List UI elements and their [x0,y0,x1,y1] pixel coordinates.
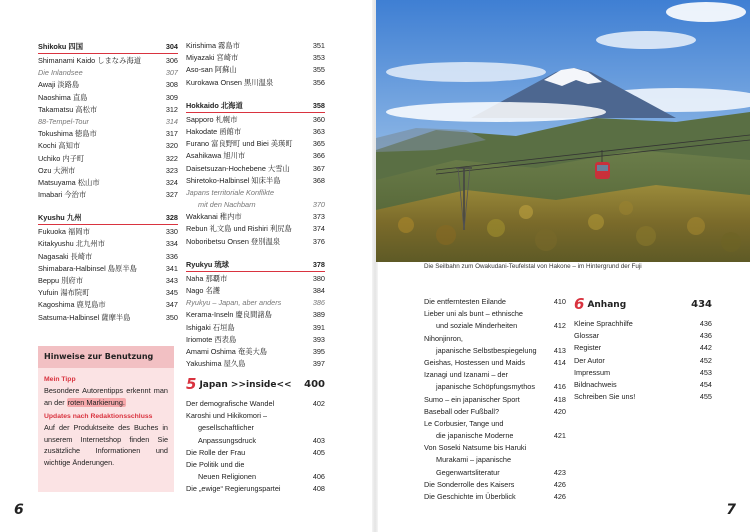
toc-entry [38,299,178,311]
entry-title: Shikoku 四国 [38,42,84,51]
entry-page: 384 [312,286,325,295]
toc-entry [38,177,178,189]
entry-title: Die Sonderrolle des Kaisers [424,479,515,489]
entry-title: Kagoshima 鹿児島市 [38,300,106,310]
section-spacer [38,201,178,211]
entry-page: 345 [165,288,178,298]
toc-entry [38,251,178,263]
entry-title: japanische Schöpfungsmythos [436,382,535,392]
entry-title: Nago 名護 [186,286,221,295]
entry-title: Yufuin 湯布院町 [38,288,90,298]
update-text: Auf der Produktseite des Buches in unserem Internetshop finden Sie zusätzliche Informationen und wichtige Änderungen. [44,423,168,467]
toc-entry [424,454,566,466]
entry-title: Uchiko 内子町 [38,153,85,163]
toc-entry [186,150,325,162]
entry-page: 454 [699,379,712,389]
toc-entry [186,236,325,248]
toc-entry [186,398,325,410]
entry-title: Von Soseki Natsume bis Haruki [424,443,527,453]
entry-title: Satsuma-Halbinsel 薩摩半島 [38,312,131,322]
toc-entry [186,334,325,346]
entry-page: 317 [165,129,178,139]
toc-entry [574,379,712,391]
update-label: Updates nach Redaktionsschluss [44,413,153,420]
entry-page: 306 [165,56,178,65]
entry-title: Kyushu 九州 [38,213,82,223]
entry-title: Miyazaki 宮崎市 [186,53,239,63]
entry-title: mit den Nachbarn [198,200,256,210]
entry-page: 413 [553,345,566,355]
toc-entry [186,114,325,126]
tip-label: Mein Tipp [44,376,76,383]
toc-entry [186,285,325,297]
page-number-left: 6 [14,502,24,518]
toc-entry [38,55,178,67]
toc-entry [424,296,566,308]
entry-page: 322 [165,153,178,163]
entry-title: Matsuyama 松山市 [38,177,100,187]
section-heading [38,40,178,54]
toc-entry [424,308,566,320]
entry-page: 420 [553,406,566,416]
toc-entry [424,320,566,332]
toc-entry [38,275,178,287]
toc-entry [574,330,712,342]
photo-caption: Die Seilbahn zum Owakudani-Teufelstal von Hakone – im Hintergrund der Fuji [424,263,642,270]
entry-title: Naoshima 直島 [38,92,88,102]
entry-page: 327 [165,190,178,200]
toc-entry [186,358,325,370]
entry-title: Sumo – ein japanischer Sport [424,394,520,404]
entry-page: 363 [312,126,325,136]
entry-page: 405 [312,447,325,457]
entry-title: Glossar [574,331,600,341]
entry-title: und soziale Minderheiten [436,321,518,331]
entry-title: Geishas, Hostessen und Maids [424,357,525,367]
entry-title: Impressum [574,367,611,377]
entry-title: Sapporo 札幌市 [186,114,238,124]
toc-entry [424,357,566,369]
toc-entry [574,391,712,403]
chapter-page: 434 [691,299,712,310]
usage-hints-box [38,346,174,492]
toc-entry [186,410,325,422]
chapter-title: Japan >>inside<< [199,380,292,390]
toc-entry [186,435,325,447]
entry-page: 347 [165,300,178,310]
entry-page: 426 [553,479,566,489]
tip-highlight: roten Markierung. [67,397,125,407]
chapter-number: 5 [186,375,197,393]
toc-entry [574,367,712,379]
entry-page: 393 [312,334,325,344]
toc-entry [186,138,325,150]
entry-title: Fukuoka 福岡市 [38,227,90,237]
toc-entry [424,381,566,393]
entry-page: 397 [312,359,325,369]
chapter-page: 400 [304,379,325,390]
toc-column-1 [38,40,178,324]
entry-page: 350 [165,312,178,322]
entry-title: Die entferntesten Eilande [424,297,506,306]
entry-page: 356 [312,77,325,87]
toc-entry [38,312,178,324]
toc-entry [186,175,325,187]
entry-page: 453 [699,367,712,377]
chapter-5-entries [186,398,325,496]
entry-page: 455 [699,392,712,402]
entry-page: 406 [312,472,325,482]
section-heading [186,258,325,272]
entry-page: 402 [312,399,325,408]
toc-entry [186,309,325,321]
entry-page: 373 [312,212,325,222]
chapter-number: 6 [574,295,585,313]
toc-chapter-5 [186,372,325,496]
entry-page: 410 [553,297,566,306]
photo-illustration [376,0,750,262]
toc-entry [186,64,325,76]
entry-title: Register [574,343,602,353]
entry-page: 314 [165,116,178,126]
toc-entry [424,369,566,381]
entry-page: 380 [312,273,325,283]
entry-title: Aso-san 阿蘇山 [186,65,237,75]
entry-title: Takamatsu 高松市 [38,104,98,114]
entry-title: Neuen Religionen [198,472,257,482]
chapter-5-heading [186,372,325,392]
entry-page: 389 [312,310,325,320]
section-spacer [186,248,325,258]
entry-title: Die Politik und die [186,459,245,469]
entry-page: 304 [165,42,178,51]
entry-page: 442 [699,343,712,353]
entry-title: Ryukyu 琉球 [186,259,229,269]
toc-entry [38,153,178,165]
entry-title: Hokkaido 北海道 [186,100,243,110]
entry-title: gesellschaftlicher [198,423,254,433]
toc-entry [574,355,712,367]
entry-title: Die „ewige“ Regierungspartei [186,484,281,494]
chapter-6-entries [574,318,712,403]
toc-entry [424,491,566,503]
entry-title: Baseball oder Fußball? [424,406,500,416]
toc-entry [38,238,178,250]
toc-entry [186,459,325,471]
chapter-6-heading [574,292,712,312]
tip-text-intro: Besondere Autorentipps erkennt man an der [44,386,168,407]
entry-title: Nihonjinron, [424,333,463,343]
toc-entry [38,92,178,104]
entry-title: Shiretoko-Halbinsel 知床半島 [186,175,281,185]
entry-page: 328 [165,213,178,223]
entry-page: 351 [312,41,325,50]
entry-page: 378 [312,259,325,269]
entry-title: Asahikawa 旭川市 [186,151,246,161]
entry-page: 436 [699,319,712,328]
entry-title: Kurokawa Onsen 黒川温泉 [186,77,274,87]
entry-title: Kleine Sprachhilfe [574,319,633,328]
toc-entry [38,226,178,238]
toc-entry [38,140,178,152]
entry-page: 309 [165,92,178,102]
entry-page: 386 [312,298,325,308]
entry-page: 374 [312,224,325,234]
toc-entry [424,430,566,442]
toc-entry [186,126,325,138]
entry-title: die japanische Moderne [436,431,514,441]
toc-entry [186,52,325,64]
entry-title: Karoshi und Hikikomori – [186,411,268,421]
section-heading [38,211,178,225]
entry-title: Die Rolle der Frau [186,447,246,457]
entry-page: 436 [699,331,712,341]
entry-title: Die Inlandsee [38,68,83,78]
hakone-ropeway-photo [376,0,750,262]
hint-box-title: Hinweise zur Benutzung [38,346,174,368]
section-heading [186,99,325,113]
entry-title: Naha 那覇市 [186,273,228,283]
entry-page: 408 [312,484,325,494]
toc-entry [186,297,325,309]
entry-page: 308 [165,80,178,90]
toc-entry [186,211,325,223]
entry-title: Izanagi und Izanami – der [424,370,508,380]
toc-entry [38,287,178,299]
entry-page: 360 [312,114,325,124]
toc-chapter-6 [574,292,712,403]
entry-title: Yakushima 屋久島 [186,359,246,369]
toc-entry [424,333,566,345]
entry-title: Le Corbusier, Tange und [424,418,504,428]
entry-title: Amami Oshima 奄美大島 [186,346,268,356]
toc-entry [186,273,325,285]
entry-page: 334 [165,239,178,249]
toc-entry [186,187,325,199]
entry-title: Tokushima 徳島市 [38,129,97,139]
entry-title: Der Autor [574,355,605,365]
entry-title: Shimanami Kaido しまなみ海道 [38,56,141,65]
toc-entry [186,77,325,89]
entry-title: Kirishima 霧島市 [186,41,240,50]
entry-title: Murakami – japanische [436,455,512,465]
entry-page: 414 [553,357,566,367]
entry-page: 403 [312,435,325,445]
toc-entry [424,345,566,357]
tip-text [38,383,174,408]
toc-entry [186,346,325,358]
entry-title: Anpassungsdruck [198,435,257,445]
entry-title: Wakkanai 稚内市 [186,212,242,222]
entry-page: 336 [165,251,178,261]
entry-page: 330 [165,227,178,237]
toc-entry [186,199,325,211]
entry-title: 88-Tempel-Tour [38,116,89,126]
toc-entry [186,163,325,175]
toc-entry [186,483,325,495]
toc-entry [38,104,178,116]
entry-page: 307 [165,68,178,78]
toc-entry [186,40,325,52]
entry-title: Ryukyu – Japan, aber anders [186,298,282,308]
entry-title: Ozu 大洲市 [38,165,76,175]
entry-title: japanische Selbstbespiegelung [436,345,537,355]
entry-title: Kitakyushu 北九州市 [38,239,105,249]
entry-title: Japans territoriale Konflikte [186,187,275,197]
toc-entry [186,447,325,459]
entry-page: 367 [312,163,325,173]
entry-page: 412 [553,321,566,331]
entry-title: Nagasaki 長崎市 [38,251,93,261]
entry-title: Der demografische Wandel [186,399,275,408]
entry-page: 365 [312,139,325,149]
entry-title: Beppu 別府市 [38,276,84,285]
toc-entry [38,67,178,79]
toc-entry [424,479,566,491]
entry-title: Imabari 今治市 [38,190,87,200]
toc-entry [38,165,178,177]
entry-title: Gegenwartsliteratur [436,467,500,477]
toc-entry [186,223,325,235]
toc-entry [424,442,566,454]
toc-entry [38,79,178,91]
entry-page: 368 [312,175,325,185]
toc-column-2 [186,40,325,370]
toc-entry [38,189,178,201]
entry-title: Daisetsuzan-Hochebene 大雪山 [186,163,290,173]
entry-page: 323 [165,165,178,175]
entry-page: 324 [165,177,178,187]
entry-title: Schreiben Sie uns! [574,392,636,402]
entry-title: Lieber uni als bunt – ethnische [424,309,523,319]
entry-title: Shimabara-Halbinsel 島原半島 [38,263,137,273]
entry-page: 370 [312,200,325,210]
entry-page: 395 [312,346,325,356]
toc-entry [186,422,325,434]
toc-entry [574,342,712,354]
entry-title: Awaji 淡路島 [38,80,80,90]
entry-title: Noboribetsu Onsen 登別温泉 [186,236,281,246]
entry-title: Bildnachweis [574,379,617,389]
entry-page: 391 [312,322,325,332]
toc-column-3 [424,296,566,503]
entry-page: 312 [165,104,178,114]
entry-page: 320 [165,141,178,151]
entry-title: Ishigaki 石垣島 [186,322,235,332]
entry-title: Furano 富良野町 und Biei 美瑛町 [186,139,293,149]
entry-page: 416 [553,382,566,392]
toc-entry [38,128,178,140]
page-number-right: 7 [726,502,736,518]
entry-page: 366 [312,151,325,161]
entry-title: Hakodate 函館市 [186,126,242,136]
toc-entry [186,471,325,483]
chapter-title: Anhang [587,300,627,310]
entry-page: 343 [165,276,178,285]
toc-entry [424,418,566,430]
entry-page: 423 [553,467,566,477]
entry-title: Iriomote 西表島 [186,334,237,344]
entry-title: Kochi 高知市 [38,141,81,151]
toc-entry [38,116,178,128]
entry-title: Rebun 礼文島 und Rishiri 利尻島 [186,224,292,234]
toc-entry [424,406,566,418]
toc-entry [424,467,566,479]
toc-entry [574,318,712,330]
entry-page: 421 [553,431,566,441]
entry-page: 355 [312,65,325,75]
entry-page: 341 [165,263,178,273]
toc-entry [424,394,566,406]
entry-page: 452 [699,355,712,365]
entry-title: Kerama-Inseln 慶良間諸島 [186,310,272,320]
entry-page: 353 [312,53,325,63]
toc-entry [186,322,325,334]
entry-page: 426 [553,492,566,501]
entry-page: 418 [553,394,566,404]
section-spacer [186,89,325,99]
entry-page: 358 [312,100,325,110]
entry-title: Die Geschichte im Überblick [424,492,516,501]
entry-page: 376 [312,236,325,246]
toc-entry [38,263,178,275]
